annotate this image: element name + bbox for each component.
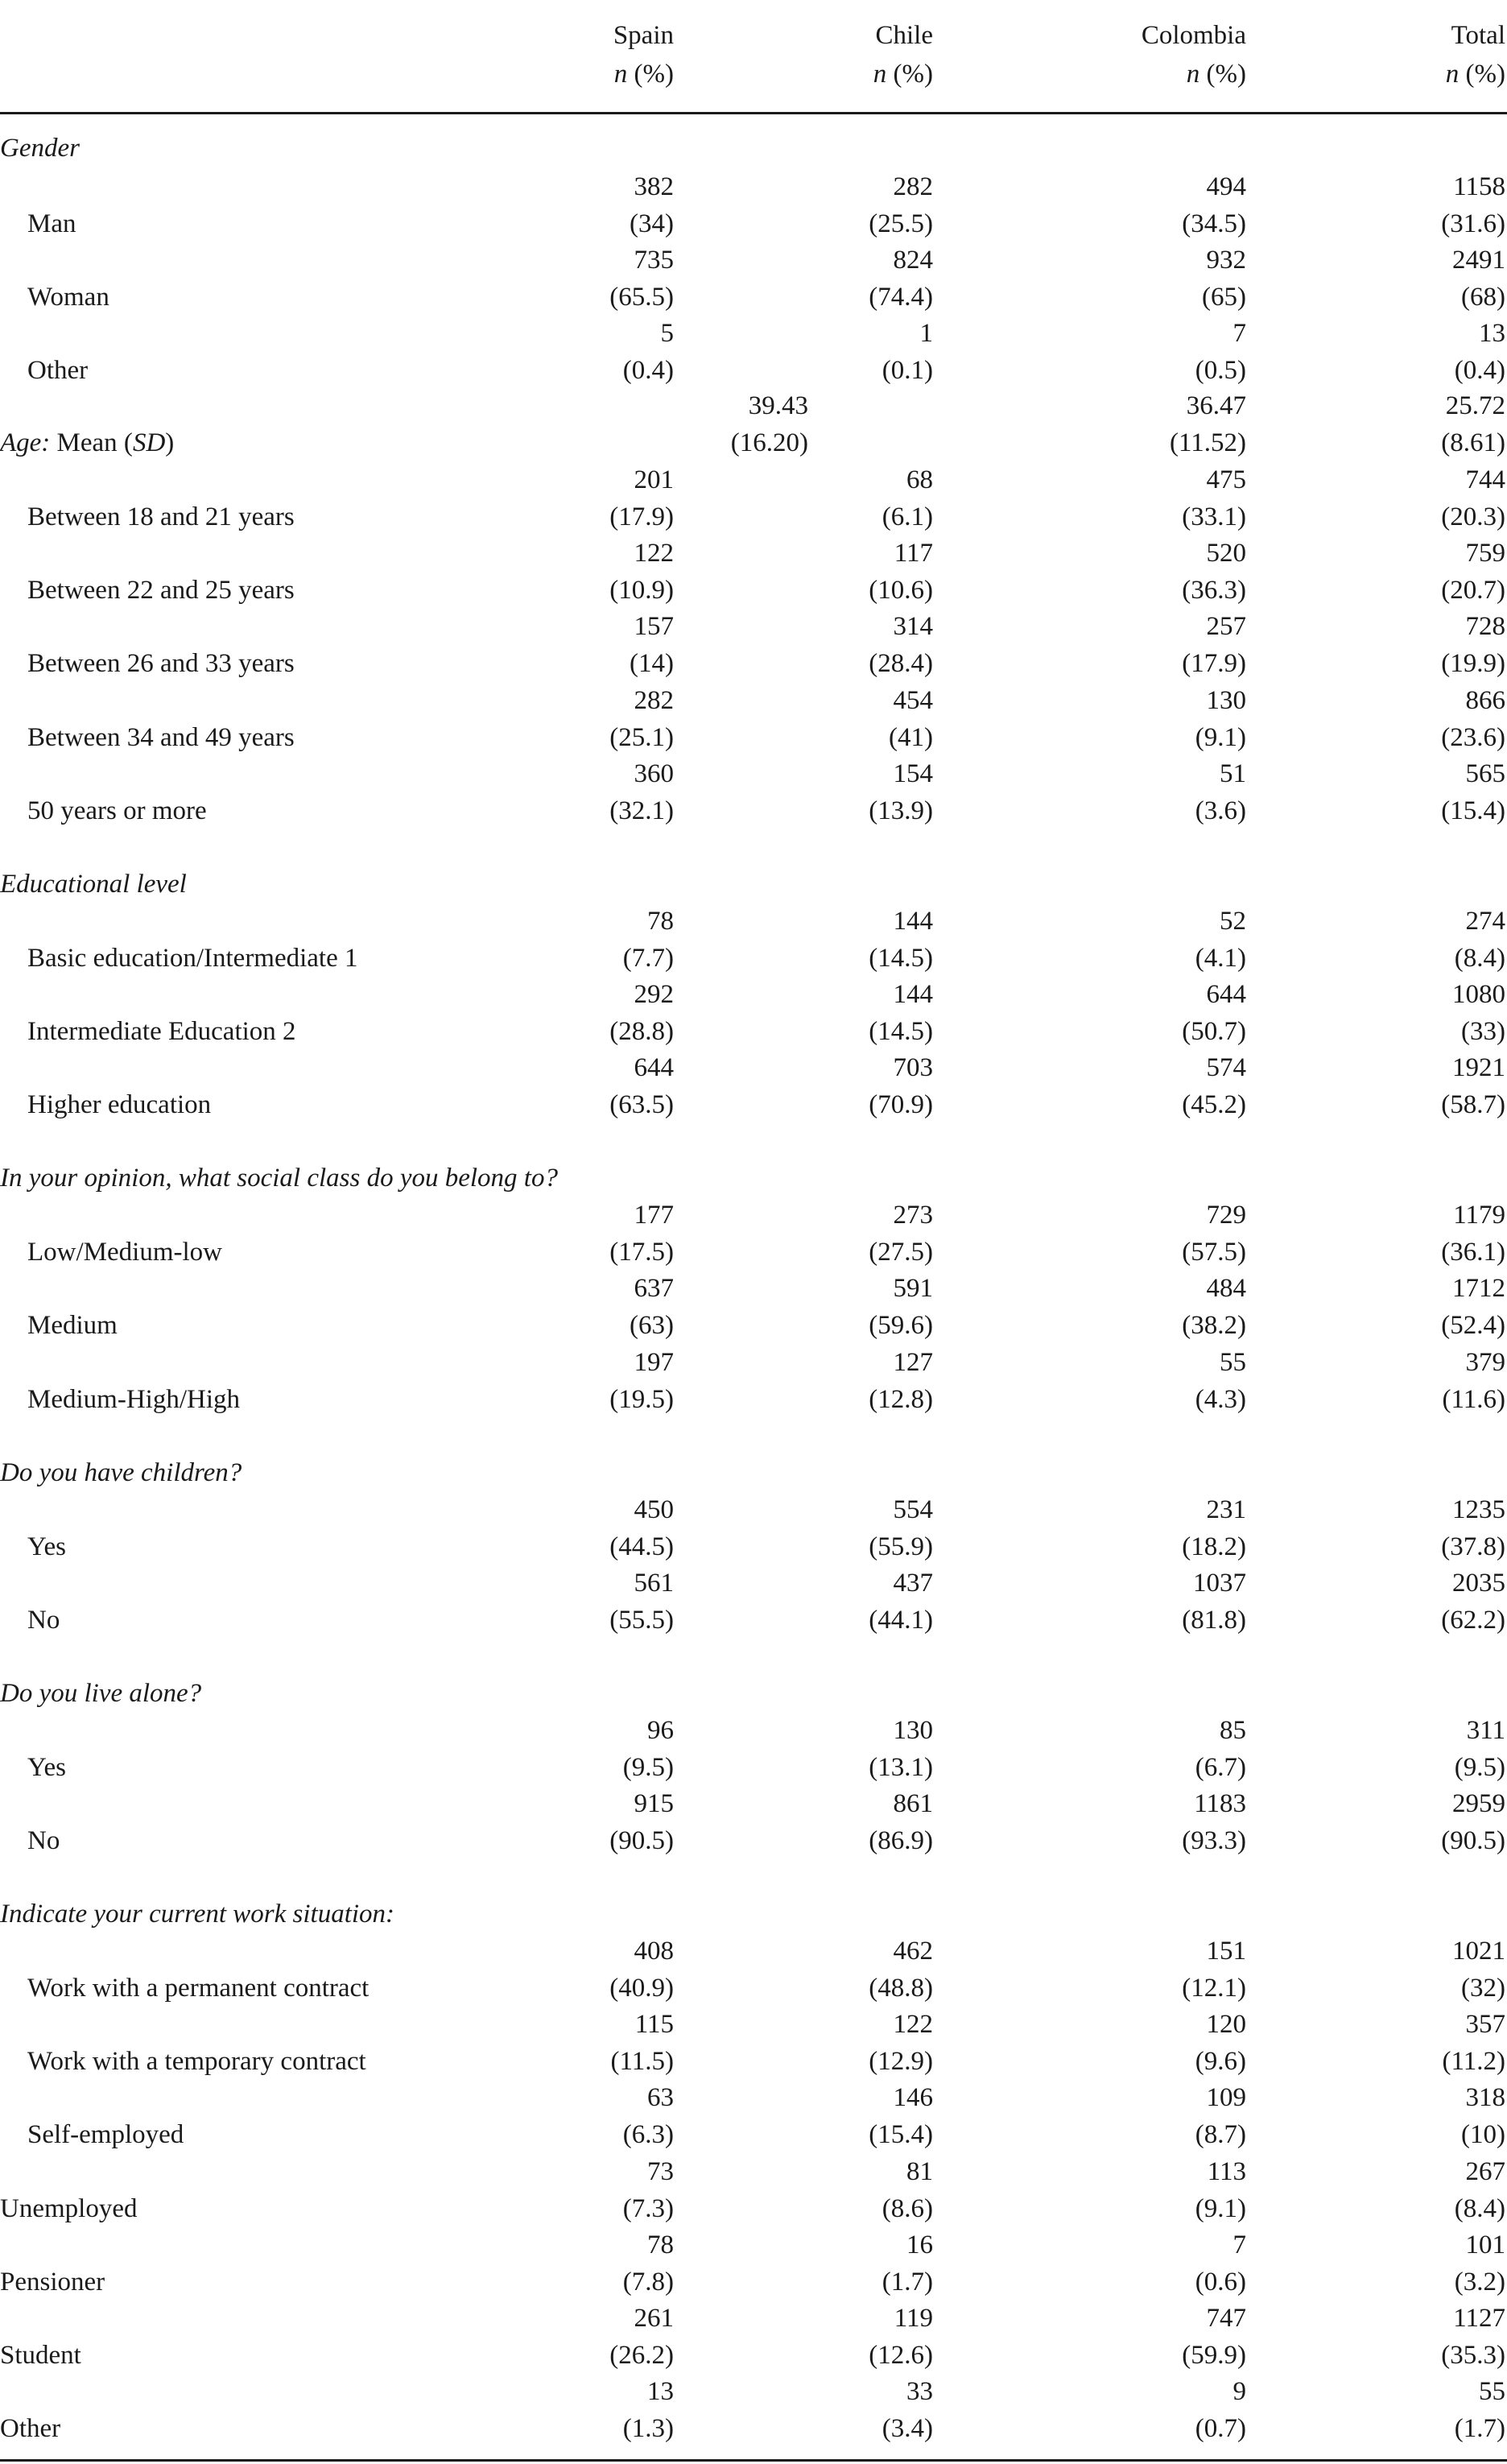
cell-percent-chile: (86.9) xyxy=(869,1826,933,1855)
cell-percent-chile: (1.7) xyxy=(881,2268,933,2297)
cell-percent-colombia: (0.6) xyxy=(1195,2268,1246,2297)
cell-count-chile: 16 xyxy=(906,2230,933,2259)
cell-count-colombia: 644 xyxy=(1206,980,1246,1009)
age-sd-spain-chile: (16.20) xyxy=(730,428,808,457)
cell-count-chile: 591 xyxy=(893,1274,933,1303)
age-mean-total: 25.72 xyxy=(1445,391,1505,420)
cell-percent-total: (9.5) xyxy=(1454,1753,1505,1782)
col-header-colombia: Colombia xyxy=(1141,21,1246,50)
cell-percent-spain: (0.4) xyxy=(622,356,674,385)
cell-percent-colombia: (9.6) xyxy=(1195,2047,1246,2076)
cell-count-total: 101 xyxy=(1465,2230,1505,2259)
cell-count-chile: 314 xyxy=(893,612,933,641)
cell-count-colombia: 7 xyxy=(1232,2230,1246,2259)
cell-percent-total: (19.9) xyxy=(1441,649,1505,678)
cell-count-chile: 454 xyxy=(893,686,933,715)
cell-count-colombia: 113 xyxy=(1207,2157,1246,2186)
col-subheader-total: n (%) xyxy=(1445,60,1505,89)
cell-percent-spain: (7.3) xyxy=(622,2194,674,2223)
cell-percent-spain: (26.2) xyxy=(609,2341,674,2370)
cell-count-chile: 127 xyxy=(893,1348,933,1377)
cell-count-total: 55 xyxy=(1479,2377,1505,2406)
cell-count-chile: 824 xyxy=(893,246,933,275)
col-header-spain: Spain xyxy=(613,21,674,50)
cell-count-chile: 462 xyxy=(893,1937,933,1966)
cell-count-colombia: 55 xyxy=(1220,1348,1246,1377)
cell-count-total: 311 xyxy=(1466,1716,1505,1745)
cell-count-total: 1127 xyxy=(1453,2304,1505,2333)
section-gender: Gender xyxy=(0,134,80,163)
cell-percent-spain: (1.3) xyxy=(622,2414,674,2443)
cell-percent-chile: (14.5) xyxy=(869,944,933,973)
cell-percent-colombia: (9.1) xyxy=(1195,723,1246,752)
cell-percent-colombia: (0.5) xyxy=(1195,356,1246,385)
cell-percent-chile: (13.9) xyxy=(869,796,933,825)
cell-count-colombia: 1037 xyxy=(1193,1569,1246,1598)
cell-percent-chile: (28.4) xyxy=(869,649,933,678)
cell-count-spain: 261 xyxy=(634,2304,674,2333)
cell-percent-spain: (10.9) xyxy=(609,576,674,605)
cell-count-spain: 450 xyxy=(634,1495,674,1524)
cell-count-spain: 157 xyxy=(634,612,674,641)
age-sd-colombia: (11.52) xyxy=(1169,428,1246,457)
cell-count-spain: 282 xyxy=(634,686,674,715)
header-rule xyxy=(0,112,1507,114)
cell-percent-colombia: (59.9) xyxy=(1182,2341,1246,2370)
cell-count-colombia: 231 xyxy=(1206,1495,1246,1524)
cell-percent-colombia: (0.7) xyxy=(1195,2414,1246,2443)
row-label: Higher education xyxy=(27,1090,212,1119)
cell-count-spain: 122 xyxy=(634,539,674,568)
cell-count-total: 13 xyxy=(1479,319,1505,348)
cell-count-chile: 154 xyxy=(893,759,933,788)
cell-percent-chile: (0.1) xyxy=(881,356,933,385)
cell-percent-chile: (12.6) xyxy=(869,2341,933,2370)
cell-percent-total: (0.4) xyxy=(1454,356,1505,385)
cell-percent-total: (36.1) xyxy=(1441,1238,1505,1267)
cell-count-colombia: 120 xyxy=(1206,2010,1246,2039)
cell-percent-total: (62.2) xyxy=(1441,1606,1505,1635)
cell-percent-colombia: (38.2) xyxy=(1182,1311,1246,1340)
cell-percent-colombia: (8.7) xyxy=(1195,2120,1246,2149)
cell-percent-spain: (40.9) xyxy=(609,1974,674,2003)
cell-percent-spain: (9.5) xyxy=(622,1753,674,1782)
cell-count-chile: 861 xyxy=(893,1789,933,1818)
col-subheader-chile: n (%) xyxy=(873,60,933,89)
cell-percent-chile: (14.5) xyxy=(869,1017,933,1046)
cell-count-total: 866 xyxy=(1465,686,1505,715)
cell-percent-chile: (59.6) xyxy=(869,1311,933,1340)
cell-count-colombia: 9 xyxy=(1232,2377,1246,2406)
row-label: No xyxy=(27,1826,60,1855)
cell-count-colombia: 520 xyxy=(1206,539,1246,568)
cell-count-spain: 637 xyxy=(634,1274,674,1303)
row-label: Pensioner xyxy=(0,2268,105,2297)
cell-count-colombia: 7 xyxy=(1232,319,1246,348)
row-label: Woman xyxy=(27,283,109,312)
cell-count-spain: 201 xyxy=(634,465,674,494)
row-label: 50 years or more xyxy=(27,796,207,825)
cell-count-colombia: 52 xyxy=(1220,907,1246,936)
cell-count-spain: 78 xyxy=(647,907,674,936)
cell-percent-chile: (74.4) xyxy=(869,283,933,312)
cell-percent-chile: (12.8) xyxy=(869,1385,933,1414)
cell-count-total: 1158 xyxy=(1453,172,1505,201)
cell-percent-total: (15.4) xyxy=(1441,796,1505,825)
cell-percent-total: (32) xyxy=(1461,1974,1505,2003)
cell-percent-spain: (32.1) xyxy=(609,796,674,825)
row-label: Student xyxy=(0,2341,81,2370)
cell-percent-total: (52.4) xyxy=(1441,1311,1505,1340)
cell-percent-colombia: (81.8) xyxy=(1182,1606,1246,1635)
cell-percent-colombia: (3.6) xyxy=(1195,796,1246,825)
col-subheader-colombia: n (%) xyxy=(1186,60,1246,89)
cell-count-chile: 117 xyxy=(894,539,933,568)
section-social-class: In your opinion, what social class do you belong to? xyxy=(0,1164,558,1193)
cell-percent-chile: (41) xyxy=(889,723,933,752)
row-label: Between 26 and 33 years xyxy=(27,649,295,678)
cell-count-total: 357 xyxy=(1465,2010,1505,2039)
row-label: Self-employed xyxy=(27,2120,184,2149)
cell-percent-spain: (25.1) xyxy=(609,723,674,752)
cell-percent-total: (3.2) xyxy=(1454,2268,1505,2297)
cell-count-colombia: 747 xyxy=(1206,2304,1246,2333)
cell-percent-total: (8.4) xyxy=(1454,2194,1505,2223)
cell-count-spain: 63 xyxy=(647,2083,674,2112)
cell-count-spain: 360 xyxy=(634,759,674,788)
row-label: Yes xyxy=(27,1753,67,1782)
section-live-alone: Do you live alone? xyxy=(0,1679,202,1708)
cell-percent-total: (37.8) xyxy=(1441,1532,1505,1561)
cell-percent-chile: (6.1) xyxy=(881,502,933,531)
cell-count-spain: 915 xyxy=(634,1789,674,1818)
cell-count-chile: 68 xyxy=(906,465,933,494)
cell-percent-colombia: (57.5) xyxy=(1182,1238,1246,1267)
cell-count-total: 1021 xyxy=(1452,1937,1505,1966)
cell-count-chile: 144 xyxy=(893,907,933,936)
cell-count-spain: 561 xyxy=(634,1569,674,1598)
section-education: Educational level xyxy=(0,870,187,899)
cell-percent-total: (11.2) xyxy=(1442,2047,1505,2076)
cell-count-colombia: 475 xyxy=(1206,465,1246,494)
cell-count-chile: 273 xyxy=(893,1201,933,1230)
cell-count-chile: 437 xyxy=(893,1569,933,1598)
cell-count-total: 379 xyxy=(1465,1348,1505,1377)
row-label: Between 18 and 21 years xyxy=(27,502,295,531)
cell-percent-chile: (15.4) xyxy=(869,2120,933,2149)
cell-percent-total: (90.5) xyxy=(1441,1826,1505,1855)
cell-percent-spain: (34) xyxy=(630,209,674,238)
cell-percent-chile: (8.6) xyxy=(881,2194,933,2223)
row-label: Between 22 and 25 years xyxy=(27,576,295,605)
cell-percent-spain: (11.5) xyxy=(610,2047,674,2076)
cell-count-spain: 382 xyxy=(634,172,674,201)
cell-count-spain: 197 xyxy=(634,1348,674,1377)
cell-count-colombia: 151 xyxy=(1206,1937,1246,1966)
cell-percent-chile: (70.9) xyxy=(869,1090,933,1119)
cell-count-colombia: 494 xyxy=(1206,172,1246,201)
cell-percent-colombia: (4.1) xyxy=(1195,944,1246,973)
cell-count-total: 2035 xyxy=(1452,1569,1505,1598)
cell-count-chile: 554 xyxy=(893,1495,933,1524)
cell-count-chile: 81 xyxy=(906,2157,933,2186)
row-label: Work with a temporary contract xyxy=(27,2047,366,2076)
cell-count-total: 1712 xyxy=(1452,1274,1505,1303)
cell-count-spain: 115 xyxy=(634,2010,674,2039)
cell-percent-colombia: (17.9) xyxy=(1182,649,1246,678)
cell-count-spain: 292 xyxy=(634,980,674,1009)
cell-count-spain: 73 xyxy=(647,2157,674,2186)
cell-count-total: 565 xyxy=(1465,759,1505,788)
row-label: Yes xyxy=(27,1532,67,1561)
cell-count-total: 1080 xyxy=(1452,980,1505,1009)
cell-percent-total: (10) xyxy=(1461,2120,1505,2149)
row-label: Low/Medium-low xyxy=(27,1238,222,1267)
cell-count-chile: 130 xyxy=(893,1716,933,1745)
cell-percent-total: (33) xyxy=(1461,1017,1505,1046)
cell-percent-colombia: (6.7) xyxy=(1195,1753,1246,1782)
cell-count-total: 2959 xyxy=(1452,1789,1505,1818)
cell-percent-spain: (7.8) xyxy=(622,2268,674,2297)
cell-count-total: 1921 xyxy=(1452,1053,1505,1082)
cell-count-spain: 5 xyxy=(660,319,674,348)
age-mean-colombia: 36.47 xyxy=(1186,391,1246,420)
cell-percent-spain: (28.8) xyxy=(609,1017,674,1046)
cell-percent-chile: (3.4) xyxy=(881,2414,933,2443)
cell-percent-spain: (7.7) xyxy=(622,944,674,973)
cell-percent-chile: (13.1) xyxy=(869,1753,933,1782)
cell-count-spain: 78 xyxy=(647,2230,674,2259)
cell-percent-chile: (25.5) xyxy=(869,209,933,238)
cell-percent-spain: (90.5) xyxy=(609,1826,674,1855)
cell-count-total: 1179 xyxy=(1453,1201,1505,1230)
cell-percent-colombia: (4.3) xyxy=(1195,1385,1246,1414)
cell-percent-chile: (55.9) xyxy=(869,1532,933,1561)
cell-count-colombia: 574 xyxy=(1206,1053,1246,1082)
cell-percent-chile: (12.9) xyxy=(869,2047,933,2076)
cell-percent-colombia: (45.2) xyxy=(1182,1090,1246,1119)
cell-percent-chile: (10.6) xyxy=(869,576,933,605)
row-label: Medium-High/High xyxy=(27,1385,240,1414)
cell-count-total: 744 xyxy=(1465,465,1505,494)
cell-percent-colombia: (34.5) xyxy=(1182,209,1246,238)
cell-percent-colombia: (18.2) xyxy=(1182,1532,1246,1561)
cell-count-chile: 703 xyxy=(893,1053,933,1082)
section-age: Age: Mean (SD) xyxy=(0,428,175,457)
cell-count-colombia: 729 xyxy=(1206,1201,1246,1230)
cell-count-spain: 96 xyxy=(647,1716,674,1745)
row-label: Other xyxy=(27,356,89,385)
row-label: No xyxy=(27,1606,60,1635)
cell-percent-spain: (44.5) xyxy=(609,1532,674,1561)
cell-percent-colombia: (93.3) xyxy=(1182,1826,1246,1855)
cell-count-chile: 122 xyxy=(893,2010,933,2039)
cell-percent-colombia: (50.7) xyxy=(1182,1017,1246,1046)
cell-count-total: 2491 xyxy=(1452,246,1505,275)
cell-count-chile: 33 xyxy=(906,2377,933,2406)
cell-count-chile: 119 xyxy=(894,2304,933,2333)
cell-count-total: 1235 xyxy=(1452,1495,1505,1524)
cell-count-colombia: 130 xyxy=(1206,686,1246,715)
cell-count-total: 728 xyxy=(1465,612,1505,641)
cell-count-spain: 735 xyxy=(634,246,674,275)
cell-percent-total: (8.4) xyxy=(1454,944,1505,973)
cell-count-colombia: 257 xyxy=(1206,612,1246,641)
cell-count-colombia: 109 xyxy=(1206,2083,1246,2112)
cell-percent-colombia: (9.1) xyxy=(1195,2194,1246,2223)
cell-percent-total: (35.3) xyxy=(1441,2341,1505,2370)
cell-count-chile: 282 xyxy=(893,172,933,201)
cell-percent-spain: (55.5) xyxy=(609,1606,674,1635)
cell-percent-spain: (14) xyxy=(630,649,674,678)
row-label: Unemployed xyxy=(0,2194,138,2223)
cell-percent-total: (23.6) xyxy=(1441,723,1505,752)
row-label: Other xyxy=(0,2414,61,2443)
cell-count-total: 759 xyxy=(1465,539,1505,568)
cell-count-total: 318 xyxy=(1465,2083,1505,2112)
cell-count-colombia: 484 xyxy=(1206,1274,1246,1303)
cell-percent-chile: (48.8) xyxy=(869,1974,933,2003)
section-children: Do you have children? xyxy=(0,1458,242,1487)
row-label: Intermediate Education 2 xyxy=(27,1017,296,1046)
col-header-chile: Chile xyxy=(875,21,933,50)
cell-count-colombia: 51 xyxy=(1220,759,1246,788)
cell-count-colombia: 1183 xyxy=(1194,1789,1246,1818)
cell-percent-colombia: (36.3) xyxy=(1182,576,1246,605)
cell-count-chile: 146 xyxy=(893,2083,933,2112)
cell-count-spain: 644 xyxy=(634,1053,674,1082)
cell-count-spain: 13 xyxy=(647,2377,674,2406)
age-sd-total: (8.61) xyxy=(1441,428,1505,457)
row-label: Work with a permanent contract xyxy=(27,1974,370,2003)
col-subheader-spain: n (%) xyxy=(613,60,674,89)
cell-percent-spain: (63.5) xyxy=(609,1090,674,1119)
cell-percent-total: (11.6) xyxy=(1442,1385,1505,1414)
cell-percent-colombia: (65) xyxy=(1202,283,1246,312)
cell-percent-spain: (65.5) xyxy=(609,283,674,312)
cell-percent-total: (68) xyxy=(1461,283,1505,312)
cell-count-colombia: 932 xyxy=(1206,246,1246,275)
row-label: Basic education/Intermediate 1 xyxy=(27,944,358,973)
cell-percent-spain: (6.3) xyxy=(622,2120,674,2149)
cell-count-total: 274 xyxy=(1465,907,1505,936)
cell-percent-total: (58.7) xyxy=(1441,1090,1505,1119)
cell-percent-spain: (19.5) xyxy=(609,1385,674,1414)
cell-percent-total: (31.6) xyxy=(1441,209,1505,238)
cell-count-colombia: 85 xyxy=(1220,1716,1246,1745)
cell-percent-spain: (63) xyxy=(630,1311,674,1340)
cell-count-total: 267 xyxy=(1465,2157,1505,2186)
cell-percent-chile: (27.5) xyxy=(869,1238,933,1267)
row-label: Medium xyxy=(27,1311,118,1340)
cell-percent-spain: (17.9) xyxy=(609,502,674,531)
age-mean-spain-chile: 39.43 xyxy=(748,391,808,420)
cell-count-chile: 144 xyxy=(893,980,933,1009)
cell-percent-spain: (17.5) xyxy=(609,1238,674,1267)
cell-percent-chile: (44.1) xyxy=(869,1606,933,1635)
row-label: Man xyxy=(27,209,76,238)
col-header-total: Total xyxy=(1451,21,1505,50)
row-label: Between 34 and 49 years xyxy=(27,723,295,752)
cell-percent-total: (20.3) xyxy=(1441,502,1505,531)
cell-percent-colombia: (12.1) xyxy=(1182,1974,1246,2003)
cell-count-chile: 1 xyxy=(919,319,933,348)
cell-percent-total: (1.7) xyxy=(1454,2414,1505,2443)
cell-percent-total: (20.7) xyxy=(1441,576,1505,605)
cell-count-spain: 177 xyxy=(634,1201,674,1230)
cell-count-spain: 408 xyxy=(634,1937,674,1966)
cell-percent-colombia: (33.1) xyxy=(1182,502,1246,531)
footer-rule xyxy=(0,2459,1507,2462)
section-work: Indicate your current work situation: xyxy=(0,1900,395,1929)
